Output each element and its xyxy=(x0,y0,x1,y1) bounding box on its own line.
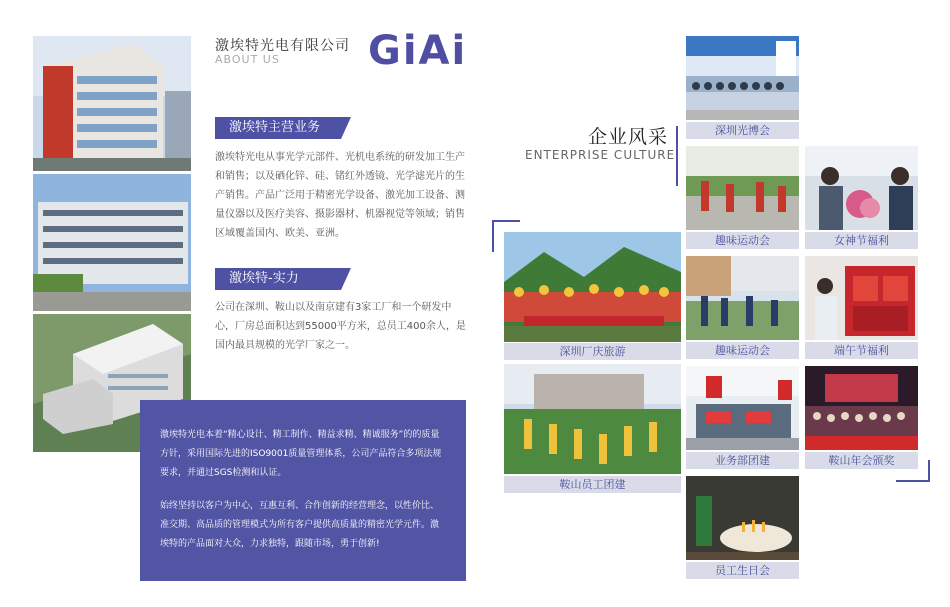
culture-title-en: ENTERPRISE CULTURE xyxy=(525,148,676,162)
building-photo-1 xyxy=(33,36,191,171)
goddess-photo xyxy=(805,146,918,230)
caption-sports-1: 趣味运动会 xyxy=(686,232,799,249)
expo-photo xyxy=(686,36,799,120)
caption-sales-team: 业务部团建 xyxy=(686,452,799,469)
strength-heading: 激埃特-实力 xyxy=(215,268,341,290)
business-text: 激埃特光电从事光学元部件、光机电系统的研发加工生产和销售；以及硒化锌、硅、锗红外透镜、光学滤光片的生产销售。产品广泛用于精密光学设备、激光加工设备、测量仪器以及医疗美容、摄影器材、机器视觉等领域；销售区域覆盖国内、欧美、亚洲。 xyxy=(215,152,465,239)
brand-logo: GiAi xyxy=(368,28,468,74)
building-photo-2 xyxy=(33,174,191,311)
sales-team-photo xyxy=(686,366,799,450)
caption-anshan-team: 鞍山员工团建 xyxy=(504,476,681,493)
trip-photo xyxy=(504,232,681,342)
caption-sports-2: 趣味运动会 xyxy=(686,342,799,359)
caption-expo: 深圳光博会 xyxy=(686,122,799,139)
company-name: 激埃特光电有限公司 xyxy=(215,38,350,54)
sports-photo-1 xyxy=(686,146,799,230)
quality-box xyxy=(140,400,466,581)
annual-award-photo xyxy=(805,366,918,450)
birthday-photo xyxy=(686,476,799,560)
sports-photo-2 xyxy=(686,256,799,340)
divider-line xyxy=(676,126,678,186)
caption-annual-award: 鞍山年会颁奖 xyxy=(805,452,918,469)
dragon-boat-photo xyxy=(805,256,918,340)
caption-birthday: 员工生日会 xyxy=(686,562,799,579)
business-heading: 激埃特主营业务 xyxy=(215,117,341,139)
caption-goddess: 女神节福利 xyxy=(805,232,918,249)
anshan-team-photo xyxy=(504,364,681,474)
quality-para-2: 始终坚持以客户为中心，互惠互利、合作创新的经营理念，以性价比、准交期、高品质的管理模式为所有客户提供高质量的精密光学元件。激埃特的产品面对大众，力求独特，跟随市场，勇于创新! xyxy=(160,501,440,549)
about-us-label: ABOUT US xyxy=(215,53,280,66)
culture-title: 企业风采 xyxy=(588,126,669,148)
caption-trip: 深圳厂庆旅游 xyxy=(504,343,681,360)
caption-dragon-boat: 端午节福利 xyxy=(805,342,918,359)
quality-para-1: 激埃特光电本着“精心设计、精工制作、精益求精、精诚服务”的的质量方针，采用国际先进的ISO9001质量管理体系，公司产品符合多项法规要求，并通过SGS检测和认证。 xyxy=(160,430,442,478)
strength-text: 公司在深圳、鞍山以及南京建有3家工厂和一个研发中心，厂房总面积达到55000平方米，总员工400余人，是国内最具规模的光学厂家之一。 xyxy=(215,302,466,351)
